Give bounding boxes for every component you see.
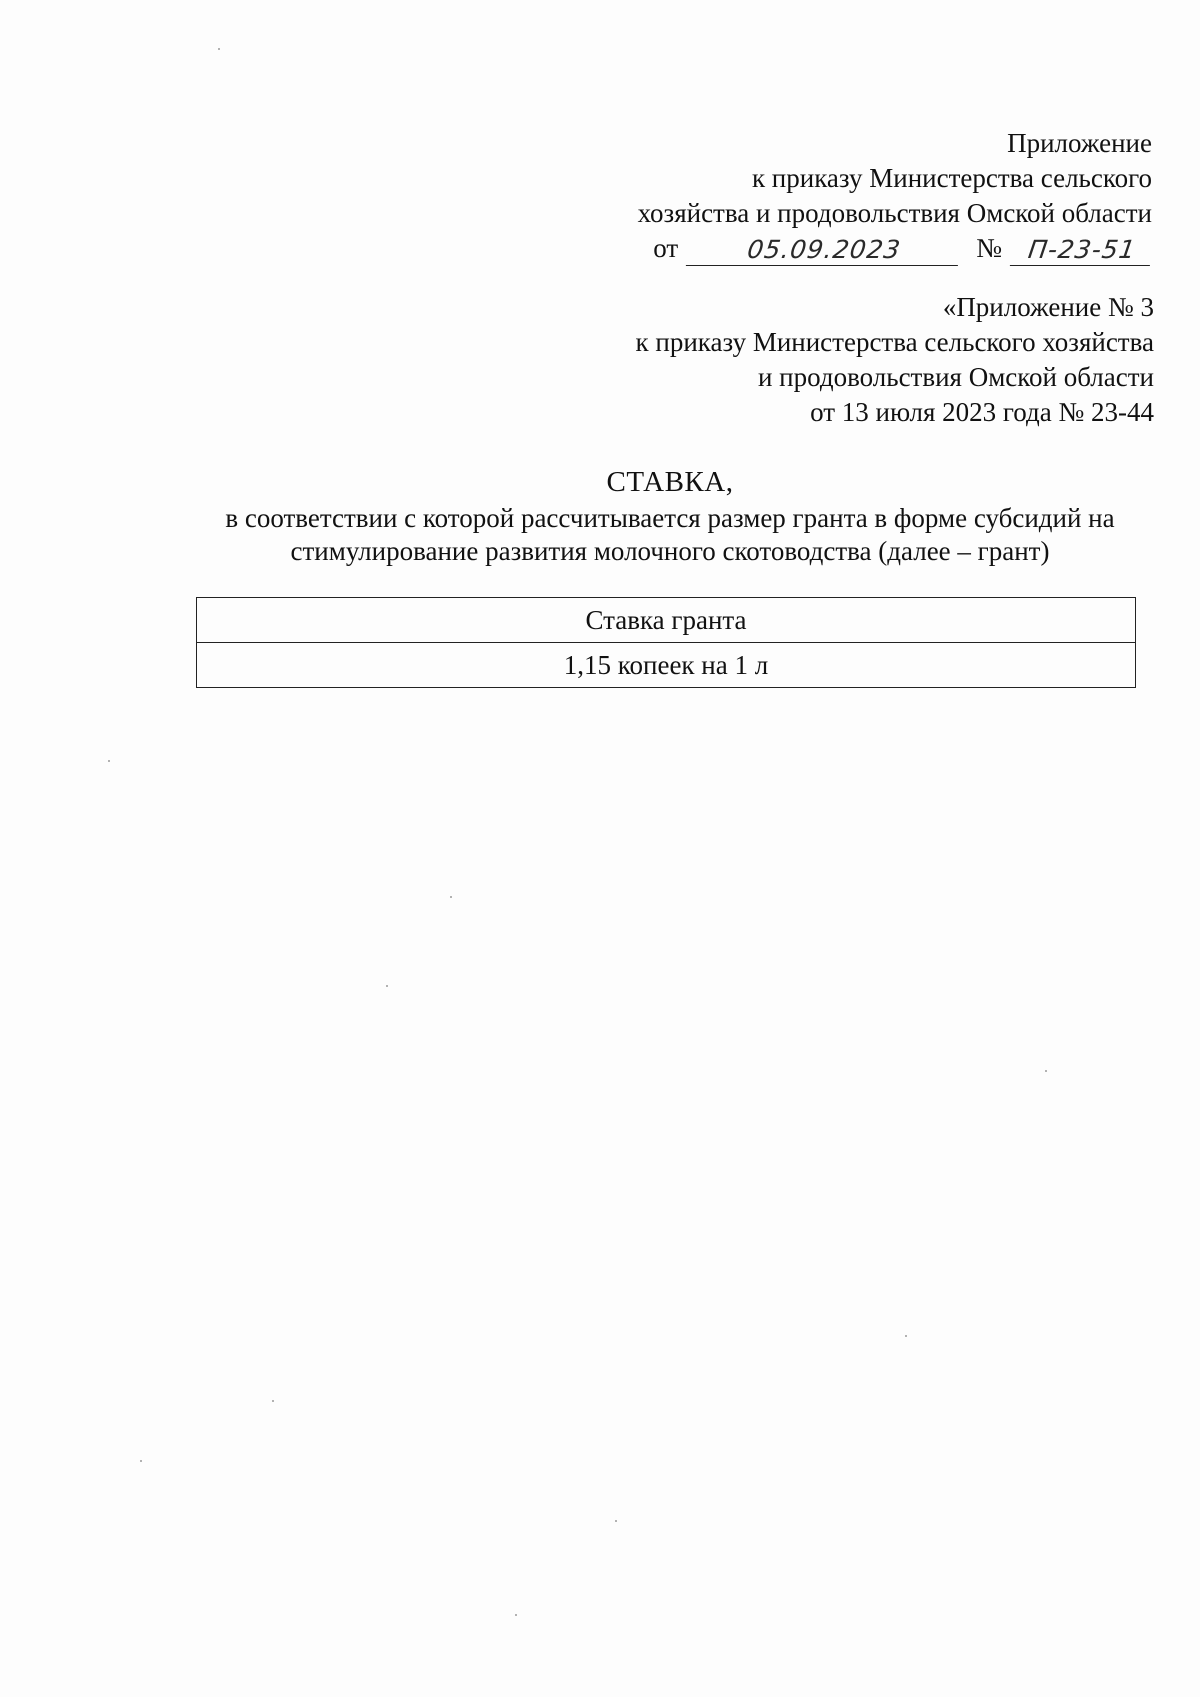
scan-speck (905, 1335, 907, 1337)
scan-speck (140, 1460, 142, 1462)
scan-speck (218, 48, 220, 50)
handwritten-order-number: П-23-51 (1010, 235, 1154, 266)
rate-table (196, 597, 1136, 688)
scan-speck (272, 1400, 274, 1402)
scan-speck (515, 1614, 517, 1616)
order-ministry-line-2: хозяйства и продовольствия Омской области (637, 198, 1152, 228)
annex-label: Приложение (1007, 128, 1152, 158)
scan-speck (108, 760, 110, 762)
order-date-number-line (512, 231, 1152, 266)
scan-speck (386, 985, 388, 987)
amended-annex-label: «Приложение № 3 (942, 292, 1154, 322)
amended-annex-date: от 13 июля 2023 года № 23-44 (810, 397, 1154, 427)
order-header (512, 126, 1152, 266)
amended-annex-line-2: к приказу Министерства сельского хозяйства (635, 327, 1154, 357)
rate-value-cell: 1,15 копеек на 1 л (197, 643, 1136, 688)
handwritten-date: 05.09.2023 (686, 235, 962, 266)
document-subtitle-line-1: в соответствии с которой рассчитывается размер гранта в форме субсидий на (225, 503, 1115, 533)
document-subtitle-line-2: стимулирование развития молочного скотоводства (далее – грант) (290, 536, 1050, 566)
table-row (197, 643, 1136, 688)
number-prefix: № (976, 233, 1002, 263)
scan-speck (1045, 1070, 1047, 1072)
order-ministry-line: к приказу Министерства сельского (751, 163, 1152, 193)
amended-annex-header (514, 290, 1154, 430)
scan-speck (450, 896, 452, 898)
table-header-row (197, 598, 1136, 643)
document-title-block (190, 466, 1150, 568)
scan-speck (615, 1520, 617, 1522)
document-title: СТАВКА, (606, 466, 734, 498)
table-header-cell: Ставка гранта (197, 598, 1136, 643)
amended-annex-line-3: и продовольствия Омской области (757, 362, 1154, 392)
date-prefix: от (653, 233, 679, 263)
